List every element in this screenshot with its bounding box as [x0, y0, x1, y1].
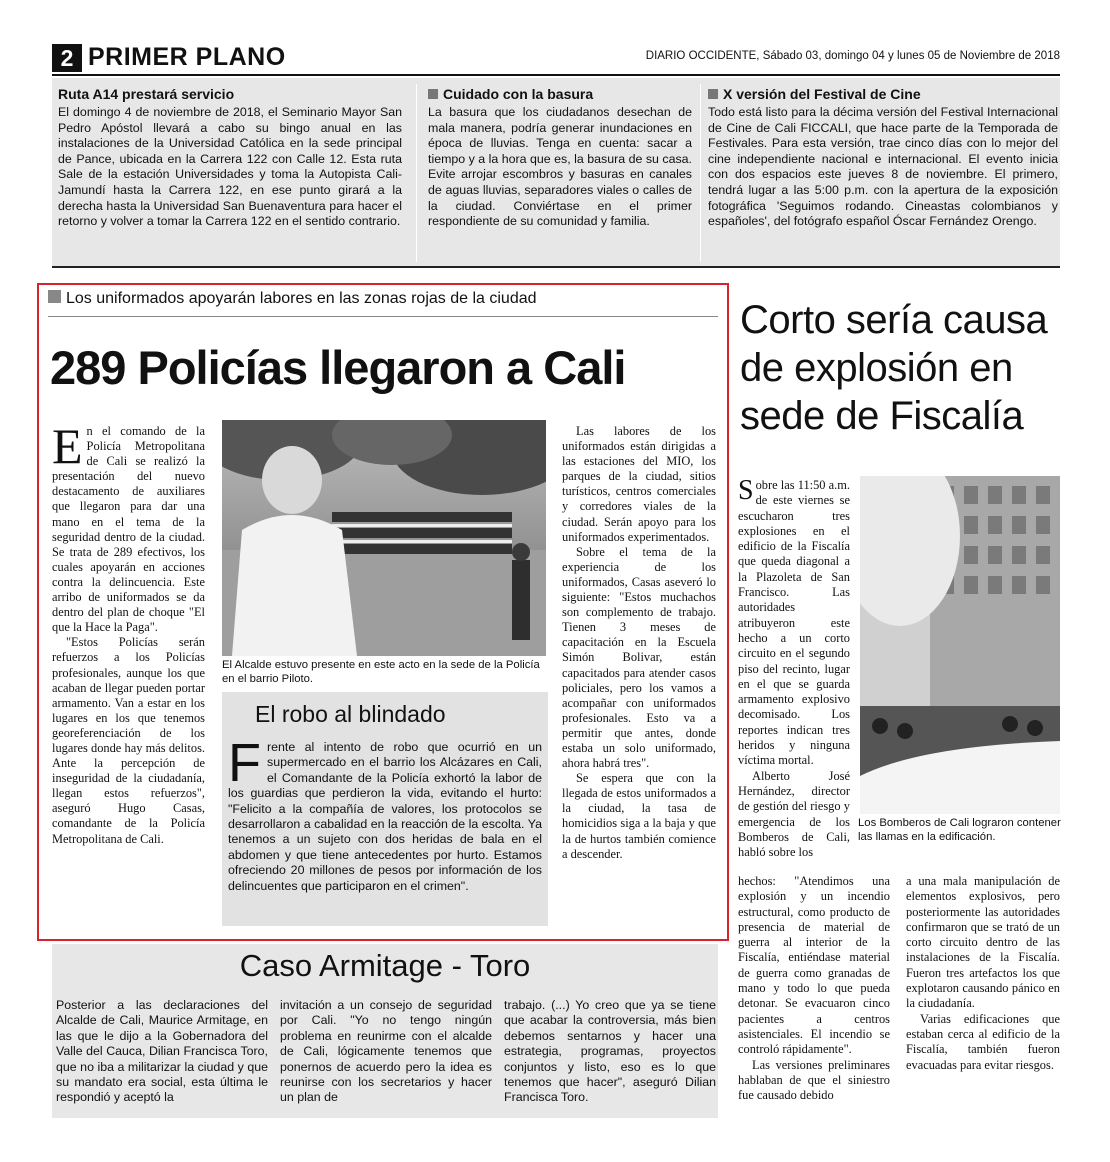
paragraph: Las labores de los uniformados están dirigidas a las estaciones del MIO, los parques de la ciudad, sitios turísticos, centros comerciales y corredores viales de la ciudad. Serán apoyo para los uniformados experimentados.: [562, 424, 716, 544]
square-bullet-icon: [48, 290, 61, 303]
brief-title: Cuidado con la basura: [443, 86, 594, 102]
main-headline: 289 Policías llegaron a Cali: [50, 341, 626, 394]
brief-text: La basura que los ciudadanos desechan de mala manera, podría generar inundaciones en época de lluvias. Tenga en cuenta: sacar a tiempo y a la hora que es, la basura de su casa. Evite arrojar escombros y basuras en canales de aguas lluvias, separadores viales o calles de la ciudad. Conviértase en el primer respondiente de su comunidad y familia.: [428, 105, 692, 229]
briefs-panel: [52, 78, 1060, 268]
caption-lead: Los Bomberos: [858, 817, 931, 829]
header-rule: [52, 74, 1060, 76]
main-story-column-3: [562, 424, 716, 862]
page-number: 2: [52, 44, 82, 72]
drop-cap: S: [738, 475, 754, 506]
paragraph: n el comando de la Policía Metropolitana de Cali se realizó la presentación del nuevo destacamento de auxiliares que llegaron para dar una mano en el tema de la seguridad dentro de la ciudad. Se trata de 289 efectivos, los cuales apoyarán en acciones contra la delincuencia. Este arribo de uniformados se da dentro del plan de choque "El que la Hace la Paga".: [52, 424, 205, 635]
brief-text: El domingo 4 de noviembre de 2018, el Seminario Mayor San Pedro Apóstol llevará a cabo su bingo anual en las instalaciones de la Universidad Católica en la sede principal de Pance, ubicada en la Carrera 122 con Calle 12. Esta ruta Sale de la estación Universidades y toma la Autopista Cali-Jamundí hasta la Carrera 122, en ese punto girará a la derecha hasta la Universidad San Buenaventura para hacer el retorno y volver a tomar la Carrera 122 en el sentido contrario.: [58, 105, 402, 229]
caption-lead: El Alcalde estuvo: [222, 659, 309, 671]
brief-title: X versión del Festival de Cine: [723, 86, 921, 102]
bottom-story-title: Caso Armitage - Toro: [239, 948, 531, 983]
photo-caption: [222, 658, 548, 686]
bottom-story-column-1: Posterior a las declaraciones del Alcalde de Cali, Maurice Armitage, en las que le dijo a la Gobernadora del Valle del Cauca, Dilian Francisca Toro, que no iba a militarizar la ciudad y que su mandato era social, esta última le respondió y aceptó la: [56, 998, 268, 1105]
drop-cap: E: [52, 418, 83, 474]
paragraph: obre las 11:50 a.m. de este viernes se escucharon tres explosiones en el edificio de la Fiscalía que queda diagonal a la Plazoleta de San Francisco. Las autoridades atribuyeron este hecho a un corto circuito en el segundo piso del recinto, lugar en el que se guarda armamento explosivo decomisado. Los reportes indican tres heridos y ninguna víctima mortal.: [738, 478, 850, 768]
paragraph: Alberto José Hernández, director de gestión del riesgo y emergencia de los Bomberos de Cali, habló sobre los: [738, 768, 850, 860]
paragraph: hechos: "Atendimos una explosión y un incendio estructural, como producto de presencia de material de guerra al interior de la Fiscalía, entiéndase material de guerra como granadas de mano y todo lo que pueda detonar. Se evacuaron cinco pacientes a centros asistenciales. El incendio se controló rápidamente".: [738, 874, 890, 1057]
brief-ruta-a14: [58, 86, 402, 262]
caption-text: presente en este acto en la sede de la Policía en el barrio Piloto.: [222, 659, 540, 685]
kicker-rule: [48, 316, 718, 317]
square-bullet-icon: [708, 89, 718, 99]
drop-cap: F: [228, 733, 261, 793]
paragraph: Se espera que con la llegada de estos uniformados a la ciudad, la tasa de homicidios siga a la baja y que la de hurtos también comience a descender.: [562, 771, 716, 861]
column-divider: [700, 84, 701, 262]
bottom-story-column-2: invitación a un consejo de seguridad por Cali. "Yo no tengo ningún problema en reunirme con el alcalde de Cali, lógicamente tenemos que ponernos de acuerdo pero la idea es reunirse con los secretarios y hacer un plan de: [280, 998, 492, 1105]
brief-text: Todo está listo para la décima versión del Festival Internacional de Cine de Cali FICCALI, que hace parte de la Temporada de Festivales. Para esta versión, trae cinco días con lo mejor del cine independiente nacional e internacional. El evento inicia con dos espacios este jueves 8 de noviembre. El primero, tendrá lugar a las 5:00 p.m. con la apertura de la exposición fotográfica 'Seguimos rodando. Cineastas colombianos y españoles', del fotógrafo español Óscar Fernández Orengo.: [708, 105, 1058, 229]
police-ceremony-image: [222, 420, 546, 656]
building-fire-image: [860, 476, 1060, 814]
section-title: PRIMER PLANO: [88, 43, 286, 71]
brief-festival-cine: [708, 86, 1058, 262]
paragraph: "Estos Policías serán refuerzos a los Policías profesionales, aunque los que acaban de llegar pueden portar armamento. Van a estar en los lugares en los que tenemos georeferenciación de los lugares donde hay más delitos. Ante la percepción de inseguridad de la ciudadanía, llegan estos refuerzos", aseguró Hugo Casas, comandante de la Policía Metropolitana de Cali.: [52, 635, 205, 846]
kicker-text: Los uniformados apoyarán labores en las zonas rojas de la ciudad: [66, 290, 537, 307]
paragraph: Las versiones preliminares hablaban de que el siniestro fue causado debido: [738, 1057, 890, 1103]
dateline: DIARIO OCCIDENTE, Sábado 03, domingo 04 y lunes 05 de Noviembre de 2018: [645, 50, 1060, 62]
paragraph: Sobre el tema de la experiencia de los uniformados, Casas aseveró lo siguiente: "Estos muchachos son complemento de trabajo. Tienen 3 meses de capacitación en la Escuela Simón Bolivar, están capacitados para atender casos policiales, pero los vamos a acompañar con uniformados profesionales. Esto va a permitir que antes, donde estaba un solo uniformado, ahora habrá tres".: [562, 544, 716, 771]
main-story-column-1: [52, 418, 205, 847]
firefighters-photo: [860, 476, 1060, 814]
paragraph: Varias edificaciones que estaban cerca al edificio de la Fiscalía, también fueron evacuadas para evitar riesgos.: [906, 1011, 1060, 1072]
right-headline: Corto sería causa de explosión en sede de Fiscalía: [740, 298, 1048, 438]
right-story-column-2: [738, 874, 890, 1103]
brief-basura: [428, 86, 692, 262]
brief-title: Ruta A14 prestará servicio: [58, 86, 235, 102]
caption-text: de Cali lograron contener las llamas en la edificación.: [858, 817, 1061, 843]
story-kicker: [48, 289, 537, 309]
right-story-column-3: [906, 874, 1060, 1073]
bottom-story-column-3: trabajo. (...) Yo creo que ya se tiene que acabar la controversia, más bien debemos sentarnos y hacer una estrategia, programas, proyectos conjuntos y listo, eso es lo que tenemos que hacer", aseguró Dilian Francisca Toro.: [504, 998, 716, 1105]
paragraph: a una mala manipulación de elementos explosivos, pero posteriormente las autoridades confirmaron que se trató de un corto circuito dentro de las instalaciones de la Fiscalía. Fueron tres artefactos los que explotaron causando pánico en la ciudadanía.: [906, 874, 1060, 1011]
police-ceremony-photo: [222, 420, 546, 656]
sidebar-title: El robo al blindado: [255, 701, 446, 727]
column-divider: [416, 84, 417, 262]
right-story-column-1: [738, 475, 850, 860]
photo-caption: [858, 816, 1062, 844]
paragraph: rente al intento de robo que ocurrió en un supermercado en el barrio los Alcázares en Cali, el Comandante de la Policía exhortó la labor de los guardias que perdieron la vida, evitando el hurto: "Felicito a la compañía de valores, los protocolos se desarrollaron a cabalidad en la reacción de la escolta. Ya tenemos a un sujeto con dos heridas de bala en el abdomen y que tiene antecedentes por hurto. Estamos ofreciendo 20 millones de pesos por información de los delincuentes que participaron en el crimen".: [228, 740, 542, 893]
square-bullet-icon: [428, 89, 438, 99]
sidebar-text: [228, 733, 542, 894]
